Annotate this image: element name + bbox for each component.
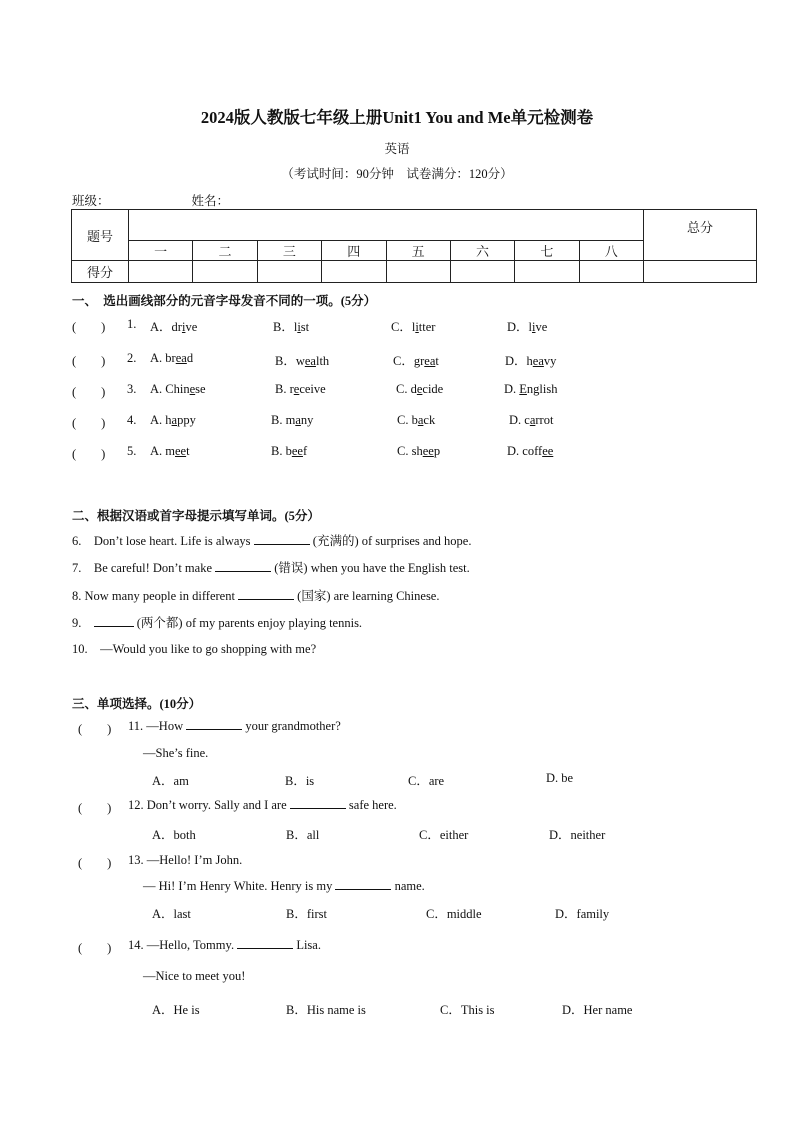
q9-hint: (两个都)	[136, 616, 183, 630]
q13-answer-paren[interactable]: ( )	[78, 856, 112, 870]
score-table	[71, 209, 757, 283]
question-number-header: 题号	[72, 210, 129, 261]
exam-subject: 英语	[384, 142, 410, 156]
underlined-letters: i	[415, 320, 419, 334]
q11-option-a[interactable]: A．am	[152, 774, 189, 788]
q14-option-c[interactable]: C．This is	[440, 1003, 495, 1017]
q14-option-b[interactable]: B．His name is	[286, 1003, 366, 1017]
q12-blank[interactable]	[290, 798, 346, 809]
q1-answer-paren[interactable]: ( )	[72, 320, 106, 334]
q13-option-b[interactable]: B．first	[286, 907, 327, 921]
q13-option-a[interactable]: A．last	[152, 907, 191, 921]
q2-option-c[interactable]: C．great	[393, 354, 439, 368]
score-cell[interactable]	[450, 261, 514, 283]
underlined-letters: e	[416, 382, 423, 396]
q4-option-c[interactable]: C. back	[397, 413, 436, 427]
q12-answer-paren[interactable]: ( )	[78, 801, 112, 815]
score-cell[interactable]	[257, 261, 321, 283]
total-score-header: 总分	[644, 210, 757, 261]
exam-title: 2024版人教版七年级上册Unit1 You and Me单元检测卷	[200, 108, 594, 127]
underlined-letters: a	[529, 413, 536, 427]
underlined-letters: a	[171, 413, 178, 427]
section1-heading: 一、 选出画线部分的元音字母发音不同的一项。(5分）	[72, 294, 377, 308]
q2-answer-paren[interactable]: ( )	[72, 354, 106, 368]
underlined-letters: ee	[422, 444, 434, 458]
q3-option-b[interactable]: B. receive	[275, 382, 326, 396]
q12-stem-end: safe here.	[348, 798, 397, 812]
question-number-span	[129, 210, 644, 241]
q8-text-end: are learning Chinese.	[333, 589, 440, 603]
q6-text-end: of surprises and hope.	[361, 534, 472, 548]
q14-reply: —Nice to meet you!	[143, 969, 246, 983]
column-header: 二	[193, 241, 257, 261]
q11-option-d[interactable]: D. be	[546, 771, 574, 785]
q6-hint: (充满的)	[312, 534, 359, 548]
student-info-line	[72, 191, 229, 209]
score-cell[interactable]	[193, 261, 257, 283]
column-header: 四	[322, 241, 386, 261]
class-label: 班级：	[72, 194, 110, 208]
underlined-letters: ea	[175, 351, 187, 365]
q5-option-c[interactable]: C. sheep	[397, 444, 441, 458]
q6-blank[interactable]	[254, 534, 310, 545]
column-header: 八	[579, 241, 643, 261]
q4-number: 4.	[127, 413, 137, 427]
score-cell[interactable]	[386, 261, 450, 283]
q1-option-a[interactable]: A．drive	[150, 320, 198, 334]
question-7	[72, 558, 470, 576]
q12-option-b[interactable]: B．all	[286, 828, 320, 842]
q2-number: 2.	[127, 351, 137, 365]
name-label: 姓名：	[191, 194, 230, 208]
q8-blank[interactable]	[238, 589, 294, 600]
q11-option-b[interactable]: B．is	[285, 774, 315, 788]
column-header: 三	[257, 241, 321, 261]
q11-answer-paren[interactable]: ( )	[78, 722, 112, 736]
underlined-letters: e	[189, 382, 196, 396]
underlined-letters: ee	[542, 444, 554, 458]
q11-stem-end: your grandmother?	[245, 719, 341, 733]
underlined-letters: ee	[291, 444, 303, 458]
q14-option-d[interactable]: D．Her name	[562, 1003, 633, 1017]
score-cell[interactable]	[322, 261, 386, 283]
total-score-cell[interactable]	[644, 261, 757, 283]
q5-number: 5.	[127, 444, 137, 458]
q3-number: 3.	[127, 382, 137, 396]
q1-option-c[interactable]: C．litter	[391, 320, 436, 334]
q5-answer-paren[interactable]: ( )	[72, 447, 106, 461]
underlined-letters: a	[295, 413, 301, 427]
q3-answer-paren[interactable]: ( )	[72, 385, 106, 399]
section2-heading: 二、根据汉语或首字母提示填写单词。(5分）	[72, 509, 320, 523]
underlined-letters: E	[519, 382, 527, 396]
score-cell[interactable]	[515, 261, 579, 283]
underlined-letters: i	[181, 320, 186, 334]
question-9	[72, 613, 362, 631]
q8-hint: (国家)	[297, 589, 331, 603]
q1-option-d[interactable]: D．live	[507, 320, 548, 334]
underlined-letters: ee	[175, 444, 187, 458]
q11-blank[interactable]	[186, 719, 242, 730]
score-row-label: 得分	[72, 261, 129, 283]
underlined-letters: i	[532, 320, 536, 334]
q14-option-a[interactable]: A．He is	[152, 1003, 200, 1017]
exam-info: （考试时间：90分钟 试卷满分：120分）	[281, 167, 513, 181]
q9-blank[interactable]	[94, 616, 134, 627]
underlined-letters: ea	[532, 354, 544, 368]
q11-option-c[interactable]: C．are	[408, 774, 445, 788]
q9-text-end: of my parents enjoy playing tennis.	[185, 616, 363, 630]
score-cell[interactable]	[129, 261, 193, 283]
q13-reply-end: name.	[394, 879, 425, 893]
q12-stem	[128, 798, 397, 813]
column-header: 七	[515, 241, 579, 261]
q11-reply: —She’s fine.	[143, 746, 209, 760]
q12-option-d[interactable]: D．neither	[549, 828, 606, 842]
underlined-letters: e	[293, 382, 300, 396]
q5-option-a[interactable]: A. meet	[150, 444, 190, 458]
q6-text: 6. Don’t lose heart. Life is always	[72, 534, 251, 548]
column-header: 六	[450, 241, 514, 261]
q13-stem: 13. —Hello! I’m John.	[128, 853, 243, 867]
q2-option-b[interactable]: B．wealth	[275, 354, 330, 368]
q14-stem-end: Lisa.	[296, 938, 321, 952]
q13-reply-start: — Hi! I’m Henry White. Henry is my	[143, 879, 333, 893]
column-header: 五	[386, 241, 450, 261]
q9-number: 9.	[72, 616, 82, 630]
q11-stem	[128, 719, 341, 734]
section3-heading: 三、单项选择。(10分）	[72, 697, 202, 711]
q5-option-b[interactable]: B. beef	[271, 444, 308, 458]
q13-option-d[interactable]: D．family	[555, 907, 610, 921]
q1-option-b[interactable]: B．list	[273, 320, 310, 334]
q13-option-c[interactable]: C．middle	[426, 907, 482, 921]
q13-blank[interactable]	[335, 879, 391, 890]
score-cell[interactable]	[579, 261, 643, 283]
q4-option-b[interactable]: B. many	[271, 413, 314, 427]
q14-answer-paren[interactable]: ( )	[78, 941, 112, 955]
q14-stem	[128, 938, 321, 953]
q5-option-d[interactable]: D. coffee	[507, 444, 554, 458]
q7-blank[interactable]	[215, 561, 271, 572]
q8-text: 8. Now many people in different	[72, 589, 235, 603]
q11-stem-start: 11. —How	[128, 719, 184, 733]
q3-option-c[interactable]: C. decide	[396, 382, 444, 396]
question-10: 10. —Would you like to go shopping with me?	[72, 642, 317, 656]
underlined-letters: i	[297, 320, 301, 334]
question-8	[72, 586, 439, 604]
underlined-letters: a	[417, 413, 424, 427]
q7-text: 7. Be careful! Don’t make	[72, 561, 212, 575]
q13-reply	[143, 879, 425, 894]
q3-option-a[interactable]: A. Chinese	[150, 382, 206, 396]
q14-stem-start: 14. —Hello, Tommy.	[128, 938, 235, 952]
q4-answer-paren[interactable]: ( )	[72, 416, 106, 430]
q4-option-d[interactable]: D. carrot	[509, 413, 554, 427]
q2-option-a[interactable]: A. bread	[150, 351, 194, 365]
q12-option-c[interactable]: C．either	[419, 828, 469, 842]
q12-option-a[interactable]: A．both	[152, 828, 196, 842]
underlined-letters: ea	[304, 354, 316, 368]
question-6	[72, 531, 471, 549]
q14-blank[interactable]	[237, 938, 293, 949]
q4-option-a[interactable]: A. happy	[150, 413, 196, 427]
q1-number: 1.	[127, 317, 137, 331]
q7-text-end: when you have the English test.	[310, 561, 470, 575]
q3-option-d[interactable]: D. English	[504, 382, 558, 396]
q7-hint: (错误)	[274, 561, 308, 575]
q2-option-d[interactable]: D．heavy	[505, 354, 557, 368]
underlined-letters: ea	[424, 354, 436, 368]
column-header: 一	[129, 241, 193, 261]
q12-stem-start: 12. Don’t worry. Sally and I are	[128, 798, 287, 812]
